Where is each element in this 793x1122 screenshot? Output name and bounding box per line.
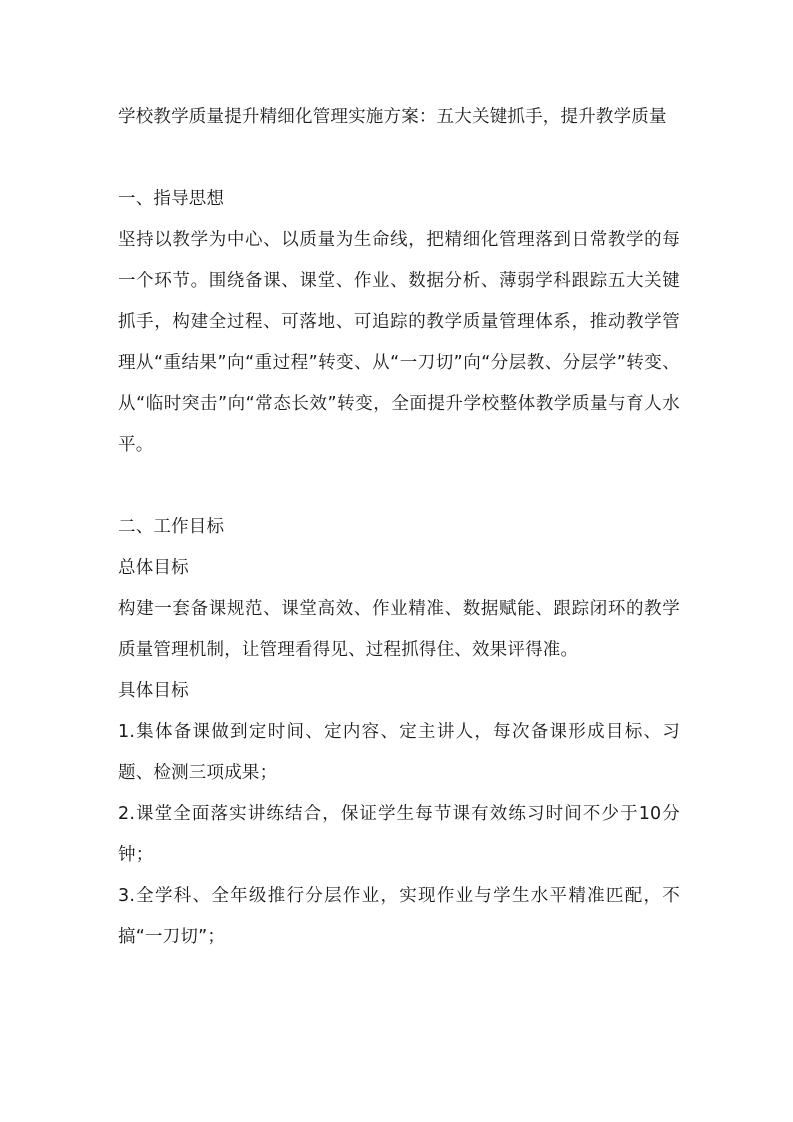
specific-goal-item-2: 2.课堂全面落实讲练结合，保证学生每节课有效练习时间不少于10分钟；: [118, 804, 680, 865]
section-heading-work-goals: 二、工作目标: [118, 517, 225, 537]
section-heading-guiding-thought: 一、指导思想: [118, 189, 225, 209]
specific-goal-item-3: 3.全学科、全年级推行分层作业，实现作业与学生水平精准匹配，不搞“一刀切”；: [118, 886, 680, 947]
overall-goal-text: 构建一套备课规范、课堂高效、作业精准、数据赋能、跟踪闭环的教学质量管理机制，让管理看得见、过程抓得住、效果评得准。: [118, 599, 680, 660]
specific-goal-label: 具体目标: [118, 681, 189, 701]
document-title: 学校教学质量提升精细化管理实施方案：五大关键抓手，提升教学质量: [118, 107, 667, 127]
specific-goal-item-1: 1.集体备课做到定时间、定内容、定主讲人，每次备课形成目标、习题、检测三项成果；: [118, 722, 680, 783]
overall-goal-label: 总体目标: [118, 558, 189, 578]
section-spacer: [118, 466, 680, 507]
guiding-thought-paragraph: 坚持以教学为中心、以质量为生命线，把精细化管理落到日常教学的每一个环节。围绕备课、课堂、作业、数据分析、薄弱学科跟踪五大关键抓手，构建全过程、可落地、可追踪的教学质量管理体系，推动教学管理从“重结果”向“重过程”转变、从“一刀切”向“分层教、分层学”转变、从“临时突击”向“常态长效”转变，全面提升学校整体教学质量与育人水平。: [118, 230, 680, 455]
document-body: [118, 97, 680, 958]
